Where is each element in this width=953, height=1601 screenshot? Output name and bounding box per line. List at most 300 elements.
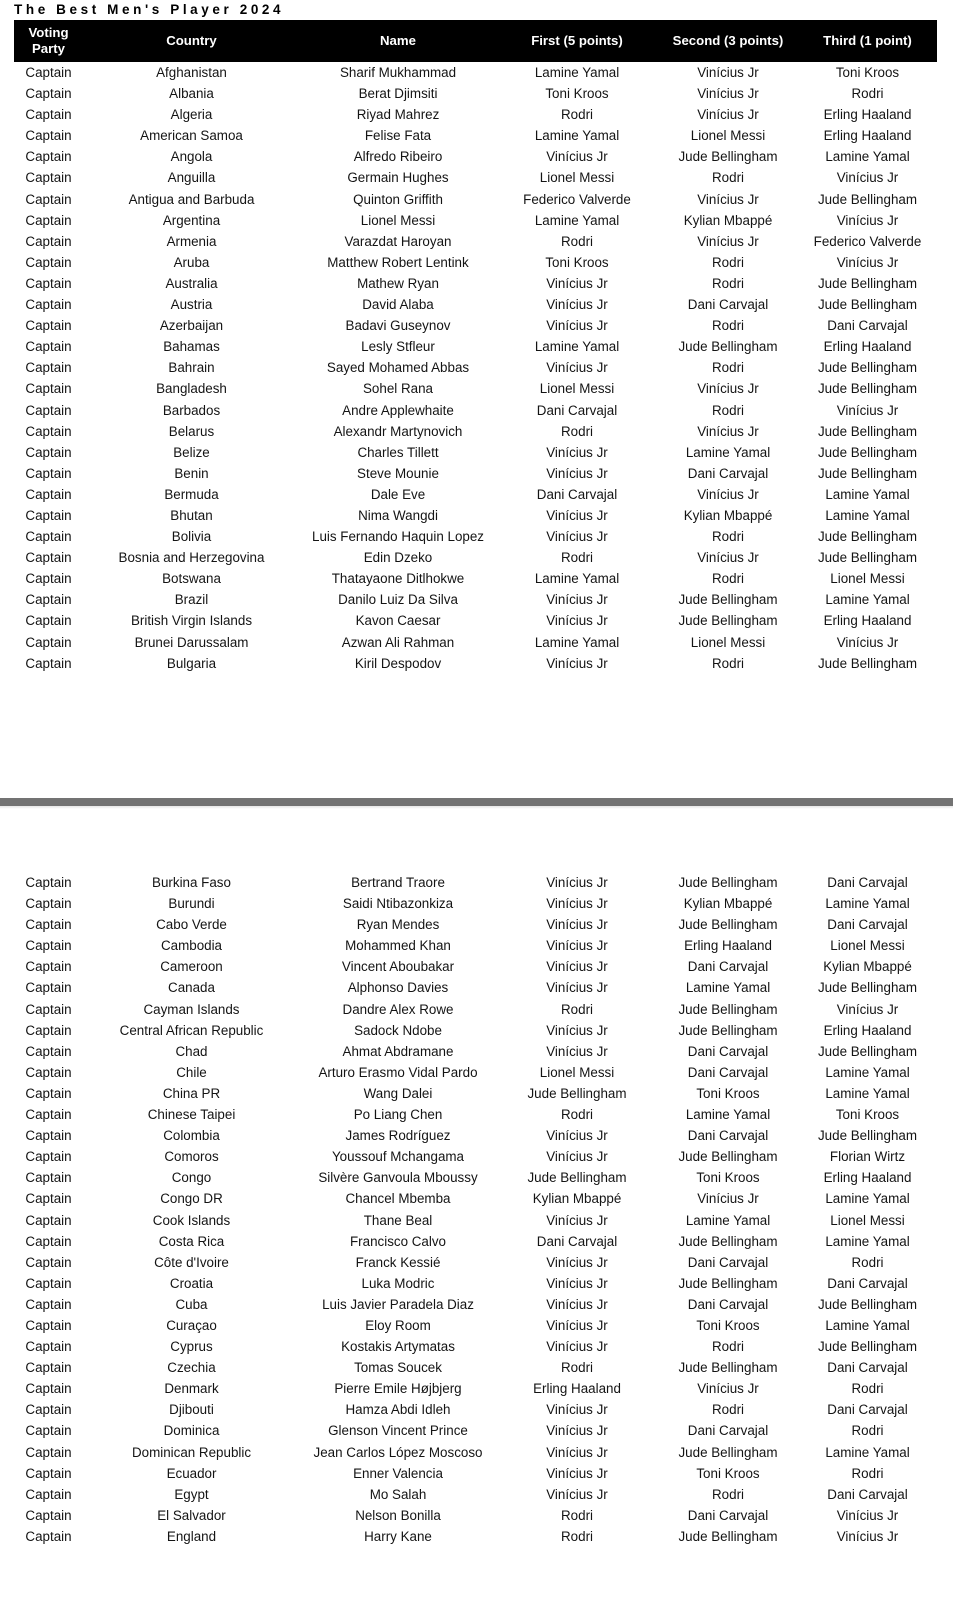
cell-voting_party: Captain [25,381,72,397]
cell-country: England [166,1528,217,1544]
cell-third: Erling Haaland [823,128,912,144]
cell-first: Vinícius Jr [546,896,608,912]
cell-first: Rodri [561,550,593,566]
cell-second: Vinícius Jr [697,1191,759,1207]
cell-name: Alexandr Martynovich [333,423,463,439]
cell-name: Badavi Guseynov [345,318,451,334]
table-row [14,1188,937,1209]
cell-voting_party: Captain [25,655,72,671]
cell-country: Canada [168,980,215,996]
cell-second: Erling Haaland [684,938,772,954]
cell-country: Dominican Republic [131,1444,252,1460]
cell-name: Sharif Mukhammad [339,65,457,80]
table-row [14,914,937,935]
cell-country: Ecuador [166,1465,217,1481]
cell-voting_party: Captain [25,507,72,523]
cell-country: Argentina [162,212,221,228]
cell-second: Jude Bellingham [678,1001,778,1017]
table-row [14,1315,937,1336]
cell-voting_party: Captain [25,1022,72,1038]
cell-voting_party: Captain [25,465,72,481]
cell-voting_party: Captain [25,1254,72,1270]
table-row [14,1484,937,1505]
page-break-shadow [0,806,953,809]
cell-third: Jude Bellingham [817,465,917,481]
cell-voting_party: Captain [25,1381,72,1397]
cell-third: Jude Bellingham [817,655,917,671]
cell-third: Vinícius Jr [836,402,899,418]
cell-voting_party: Captain [25,275,72,291]
cell-name: Varazdat Haroyan [344,233,452,249]
page-break-separator [0,798,953,806]
cell-country: American Samoa [140,128,243,144]
cell-name: Matthew Robert Lentink [327,254,469,270]
cell-name: Luka Modric [361,1275,435,1291]
table-row [14,999,937,1020]
table-row [14,1273,937,1294]
cell-third: Jude Bellingham [817,1339,917,1355]
table-row [14,1505,937,1526]
cell-voting_party: Captain [25,65,72,80]
cell-name: Youssouf Mchangama [331,1149,464,1165]
cell-third: Rodri [851,86,884,102]
cell-third: Vinícius Jr [836,1528,899,1544]
cell-third: Toni Kroos [835,65,900,80]
cell-third: Lionel Messi [830,938,905,954]
cell-country: Armenia [166,233,217,249]
cell-third: Vinícius Jr [836,1507,899,1523]
cell-first: Vinícius Jr [546,1296,608,1312]
cell-first: Vinícius Jr [546,875,608,890]
cell-third: Lamine Yamal [825,1191,910,1207]
table-row [14,210,937,231]
cell-first: Lamine Yamal [534,128,620,144]
cell-voting_party: Captain [25,1064,72,1080]
cell-voting_party: Captain [25,360,72,376]
cell-second: Dani Carvajal [687,1296,769,1312]
table-row [14,1463,937,1484]
cell-country: Belarus [168,423,215,439]
cell-country: China PR [162,1085,221,1101]
table-row [14,653,937,674]
cell-third: Jude Bellingham [817,529,917,545]
cell-first: Vinícius Jr [546,1317,608,1333]
cell-first: Vinícius Jr [546,149,608,165]
cell-first: Rodri [561,1528,593,1544]
cell-name: Felise Fata [364,128,432,144]
column-header-name: Name [300,20,496,62]
column-header-second: Second (3 points) [658,20,798,62]
cell-third: Erling Haaland [823,1022,912,1038]
table-row [14,1526,937,1547]
table-row [14,1442,937,1463]
cell-first: Lamine Yamal [534,634,620,650]
cell-voting_party: Captain [25,233,72,249]
cell-third: Jude Bellingham [817,550,917,566]
cell-third: Jude Bellingham [817,275,917,291]
cell-voting_party: Captain [25,938,72,954]
cell-third: Dani Carvajal [827,875,908,890]
cell-voting_party: Captain [25,1170,72,1186]
cell-voting_party: Captain [25,170,72,186]
cell-second: Lamine Yamal [685,980,771,996]
cell-name: Luis Javier Paradela Diaz [322,1296,474,1312]
table-row [14,189,937,210]
cell-voting_party: Captain [25,1317,72,1333]
cell-third: Jude Bellingham [817,360,917,376]
cell-country: Colombia [163,1128,220,1144]
cell-first: Vinícius Jr [546,613,608,629]
table-row [14,956,937,977]
cell-country: Australia [165,275,218,291]
cell-country: Burkina Faso [152,875,231,890]
cell-name: David Alaba [362,297,434,313]
cell-name: Arturo Erasmo Vidal Pardo [318,1064,478,1080]
table-row [14,935,937,956]
cell-voting_party: Captain [25,1465,72,1481]
cell-first: Vinícius Jr [546,275,608,291]
table-row [14,1210,937,1231]
cell-country: Comoros [164,1149,219,1165]
cell-first: Vinícius Jr [546,1486,608,1502]
column-header-country: Country [83,20,300,62]
cell-third: Erling Haaland [823,1170,912,1186]
cell-third: Toni Kroos [835,1107,900,1123]
cell-voting_party: Captain [25,1001,72,1017]
cell-name: Azwan Ali Rahman [341,634,455,650]
cell-voting_party: Captain [25,86,72,102]
cell-name: Bertrand Traore [351,875,445,890]
table-row [14,977,937,998]
cell-third: Vinícius Jr [836,212,899,228]
cell-first: Vinícius Jr [546,1022,608,1038]
table-row [14,336,937,357]
cell-second: Lamine Yamal [685,1212,771,1228]
votes-table-block-1 [14,20,937,674]
cell-voting_party: Captain [25,1233,72,1249]
cell-voting_party: Captain [25,149,72,165]
cell-first: Vinícius Jr [546,1043,608,1059]
cell-name: Dandre Alex Rowe [342,1001,454,1017]
cell-first: Federico Valverde [523,191,631,207]
cell-voting_party: Captain [25,1128,72,1144]
cell-first: Vinícius Jr [546,465,608,481]
cell-second: Jude Bellingham [678,1528,778,1544]
table-row [14,146,937,167]
cell-third: Dani Carvajal [827,1275,908,1291]
table-row [14,1294,937,1315]
cell-name: Andre Applewhaite [342,402,454,418]
cell-first: Lionel Messi [539,381,615,397]
cell-name: Glenson Vincent Prince [328,1423,468,1439]
cell-second: Rodri [712,402,744,418]
cell-voting_party: Captain [25,191,72,207]
cell-country: Angola [170,149,213,165]
cell-voting_party: Captain [25,1486,72,1502]
cell-second: Vinícius Jr [697,233,759,249]
cell-country: Albania [169,86,214,102]
cell-voting_party: Captain [25,1043,72,1059]
cell-voting_party: Captain [25,1149,72,1165]
cell-third: Jude Bellingham [817,1296,917,1312]
cell-country: Bahamas [163,339,220,355]
cell-second: Dani Carvajal [687,1254,769,1270]
cell-second: Jude Bellingham [678,1233,778,1249]
cell-first: Vinícius Jr [546,592,608,608]
cell-name: Nima Wangdi [358,507,438,523]
cell-country: Bangladesh [156,381,227,397]
cell-country: Botswana [162,571,221,587]
cell-third: Rodri [851,1423,884,1439]
cell-second: Rodri [712,318,744,334]
cell-name: Berat Djimsiti [358,86,438,102]
table-row [14,378,937,399]
cell-name: Franck Kessié [355,1254,441,1270]
cell-third: Florian Wirtz [829,1149,906,1165]
cell-third: Erling Haaland [823,339,912,355]
cell-voting_party: Captain [25,875,72,890]
cell-first: Vinícius Jr [546,1212,608,1228]
cell-country: Croatia [169,1275,214,1291]
cell-name: Pierre Emile Højbjerg [334,1381,462,1397]
cell-name: Sohel Rana [363,381,433,397]
cell-name: Steve Mounie [357,465,439,481]
cell-first: Vinícius Jr [546,980,608,996]
cell-voting_party: Captain [25,1507,72,1523]
cell-country: Congo DR [160,1191,223,1207]
cell-first: Vinícius Jr [546,655,608,671]
cell-country: Chad [175,1043,208,1059]
cell-first: Vinícius Jr [546,1465,608,1481]
cell-first: Lionel Messi [539,170,615,186]
cell-first: Vinícius Jr [546,959,608,975]
cell-voting_party: Captain [25,402,72,418]
cell-country: Cameroon [160,959,223,975]
cell-name: Sayed Mohamed Abbas [326,360,470,376]
cell-second: Jude Bellingham [678,917,778,933]
cell-first: Vinícius Jr [546,507,608,523]
table-row [14,1062,937,1083]
cell-country: Belize [173,444,210,460]
cell-name: Riyad Mahrez [356,107,440,123]
cell-name: Vincent Aboubakar [341,959,455,975]
cell-second: Vinícius Jr [697,1381,759,1397]
cell-country: Djibouti [169,1402,214,1418]
table-row [14,1146,937,1167]
votes-table-continued [14,872,937,1547]
cell-second: Jude Bellingham [678,875,778,890]
table-header [14,20,937,62]
table-row [14,1104,937,1125]
cell-name: Kiril Despodov [354,655,442,671]
table-row [14,357,937,378]
cell-second: Lamine Yamal [685,1107,771,1123]
cell-second: Rodri [712,1402,744,1418]
cell-second: Dani Carvajal [687,1423,769,1439]
table-header-row [14,20,937,62]
table-row [14,589,937,610]
table-row [14,610,937,631]
cell-country: Denmark [164,1381,219,1397]
cell-voting_party: Captain [25,254,72,270]
cell-second: Toni Kroos [696,1170,760,1186]
cell-name: Mo Salah [369,1486,427,1502]
cell-voting_party: Captain [25,613,72,629]
cell-second: Dani Carvajal [687,465,769,481]
table-row [14,463,937,484]
cell-name: Ryan Mendes [356,917,440,933]
table-row [14,1420,937,1441]
cell-second: Toni Kroos [696,1465,760,1481]
table-row [14,1167,937,1188]
cell-second: Jude Bellingham [678,1022,778,1038]
cell-voting_party: Captain [25,634,72,650]
cell-country: El Salvador [157,1507,226,1523]
cell-first: Vinícius Jr [546,938,608,954]
cell-name: Alphonso Davies [347,980,449,996]
table-row [14,547,937,568]
cell-second: Rodri [712,275,744,291]
cell-name: Po Liang Chen [353,1107,443,1123]
cell-third: Jude Bellingham [817,1128,917,1144]
cell-second: Jude Bellingham [678,1360,778,1376]
table-row [14,1357,937,1378]
cell-second: Rodri [712,170,744,186]
cell-name: Mohammed Khan [345,938,451,954]
table-row [14,1399,937,1420]
cell-voting_party: Captain [25,128,72,144]
cell-voting_party: Captain [25,318,72,334]
cell-name: James Rodríguez [345,1128,451,1144]
cell-country: Bhutan [170,507,213,523]
cell-second: Dani Carvajal [687,1507,769,1523]
cell-country: Costa Rica [158,1233,225,1249]
cell-first: Vinícius Jr [546,529,608,545]
cell-first: Lamine Yamal [534,65,620,80]
table-row [14,62,937,83]
column-header-voting-party-line1: Voting [28,25,69,40]
cell-first: Vinícius Jr [546,1423,608,1439]
cell-third: Lionel Messi [830,1212,905,1228]
table-row [14,252,937,273]
column-header-first: First (5 points) [496,20,658,62]
cell-first: Lionel Messi [539,1064,615,1080]
cell-first: Vinícius Jr [546,1402,608,1418]
table-row [14,526,937,547]
cell-third: Rodri [851,1465,884,1481]
cell-country: British Virgin Islands [130,613,253,629]
cell-second: Vinícius Jr [697,486,759,502]
cell-voting_party: Captain [25,1275,72,1291]
cell-second: Vinícius Jr [697,550,759,566]
cell-name: Tomas Soucek [354,1360,442,1376]
cell-country: Azerbaijan [159,318,224,334]
cell-second: Jude Bellingham [678,1275,778,1291]
cell-third: Federico Valverde [813,233,922,249]
cell-voting_party: Captain [25,980,72,996]
cell-voting_party: Captain [25,1296,72,1312]
cell-third: Jude Bellingham [817,444,917,460]
cell-second: Jude Bellingham [678,339,778,355]
cell-first: Dani Carvajal [536,402,618,418]
cell-second: Rodri [712,254,744,270]
cell-voting_party: Captain [25,486,72,502]
cell-second: Jude Bellingham [678,149,778,165]
cell-voting_party: Captain [25,917,72,933]
cell-voting_party: Captain [25,1423,72,1439]
cell-voting_party: Captain [25,1339,72,1355]
cell-country: Dominica [163,1423,220,1439]
cell-third: Jude Bellingham [817,297,917,313]
cell-country: Cook Islands [152,1212,231,1228]
table-row [14,442,937,463]
table-row [14,632,937,653]
cell-second: Dani Carvajal [687,1043,769,1059]
cell-first: Dani Carvajal [536,486,618,502]
cell-country: Brunei Darussalam [134,634,249,650]
cell-voting_party: Captain [25,1360,72,1376]
table-row [14,104,937,125]
table-row [14,1041,937,1062]
cell-second: Dani Carvajal [687,1128,769,1144]
cell-first: Vinícius Jr [546,318,608,334]
cell-third: Lamine Yamal [825,896,910,912]
cell-third: Rodri [851,1254,884,1270]
cell-name: Alfredo Ribeiro [353,149,443,165]
cell-first: Vinícius Jr [546,444,608,460]
cell-name: Lesly Stfleur [361,339,435,355]
cell-country: Brazil [174,592,209,608]
cell-first: Toni Kroos [545,254,609,270]
table-row [14,1231,937,1252]
cell-country: Austria [170,297,213,313]
cell-first: Rodri [561,1107,593,1123]
table-row [14,167,937,188]
cell-second: Vinícius Jr [697,65,759,80]
cell-country: Bolivia [171,529,212,545]
cell-name: Nelson Bonilla [355,1507,441,1523]
cell-country: Czechia [167,1360,216,1376]
cell-second: Vinícius Jr [697,86,759,102]
cell-name: Jean Carlos López Moscoso [313,1444,483,1460]
cell-voting_party: Captain [25,1528,72,1544]
cell-country: Algeria [170,107,213,123]
cell-third: Jude Bellingham [817,191,917,207]
cell-second: Vinícius Jr [697,423,759,439]
cell-voting_party: Captain [25,423,72,439]
cell-country: Cabo Verde [156,917,227,933]
column-header-voting-party [14,20,83,62]
cell-voting_party: Captain [25,212,72,228]
cell-first: Vinícius Jr [546,1275,608,1291]
table-row [14,484,937,505]
cell-second: Vinícius Jr [697,107,759,123]
table-row [14,400,937,421]
cell-voting_party: Captain [25,444,72,460]
cell-third: Lionel Messi [830,571,905,587]
column-header-voting-party-line2: Party [32,41,65,56]
cell-third: Rodri [851,1381,884,1397]
cell-third: Dani Carvajal [827,318,908,334]
table-row [14,83,937,104]
cell-name: Edin Dzeko [363,550,433,566]
cell-name: Chancel Mbemba [345,1191,451,1207]
cell-voting_party: Captain [25,1085,72,1101]
cell-first: Vinícius Jr [546,1149,608,1165]
table-row [14,1252,937,1273]
cell-name: Thane Beal [363,1212,433,1228]
cell-first: Erling Haaland [533,1381,621,1397]
